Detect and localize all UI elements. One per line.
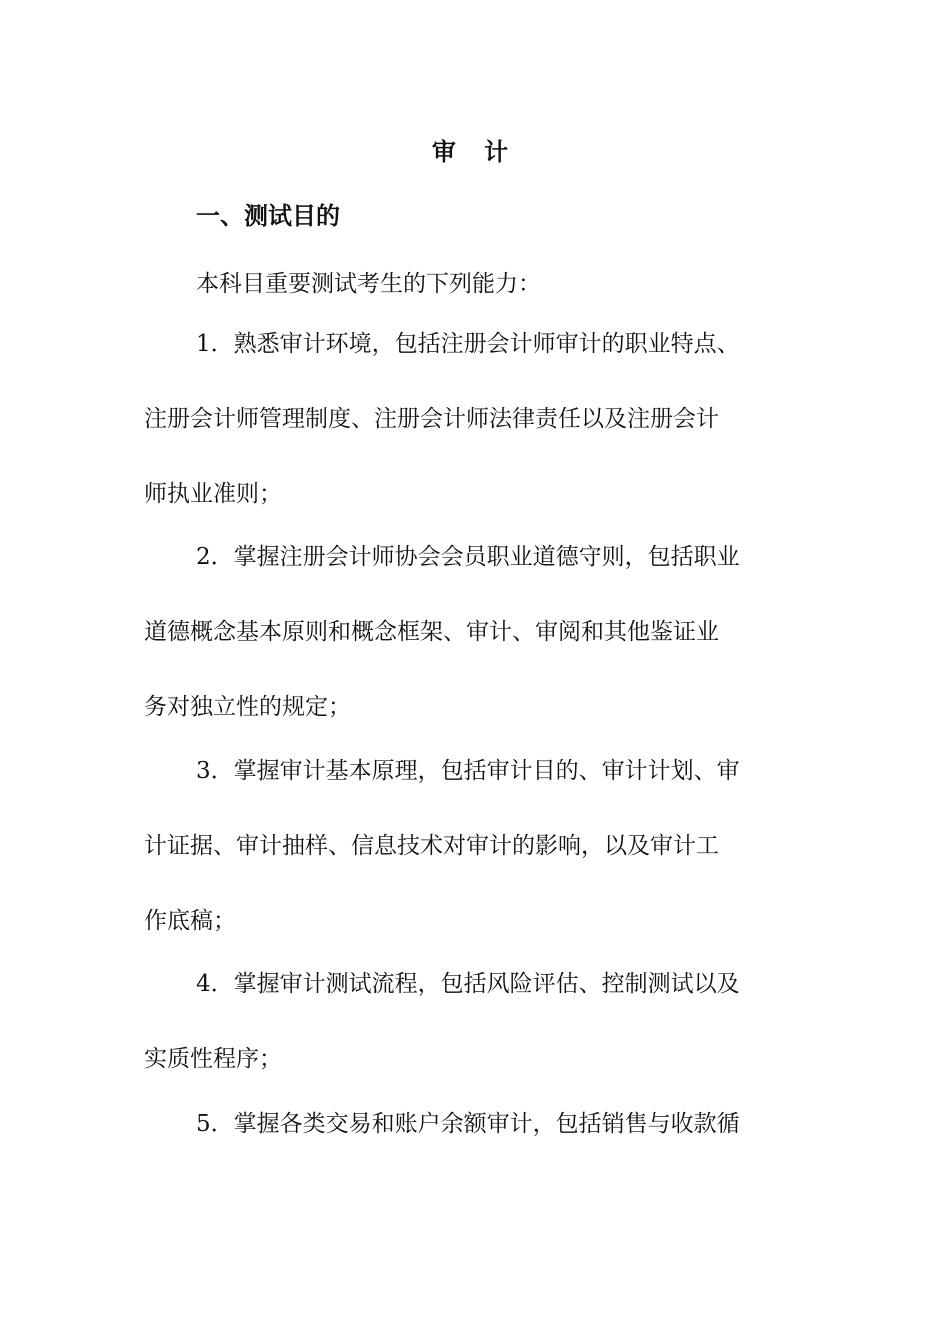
paragraph-line: 计证据、审计抽样、信息技术对审计的影响，以及审计工 [144, 833, 719, 859]
paragraph-line: 实质性程序； [144, 1046, 282, 1072]
intro-line: 本科目重要测试考生的下列能力： [196, 271, 541, 297]
paragraph-line: 务对独立性的规定； [144, 694, 351, 720]
paragraph-line: 师执业准则； [144, 481, 282, 507]
paragraph-line: 4．掌握审计测试流程，包括风险评估、控制测试以及 [196, 971, 740, 997]
paragraph-line: 作底稿； [144, 908, 236, 934]
paragraph-line: 注册会计师管理制度、注册会计师法律责任以及注册会计 [144, 406, 719, 432]
section-heading: 一、测试目的 [196, 201, 340, 230]
paragraph-line: 3．掌握审计基本原理，包括审计目的、审计计划、审 [196, 758, 740, 784]
document-title: 审 计 [431, 137, 519, 166]
paragraph-line: 5．掌握各类交易和账户余额审计，包括销售与收款循 [196, 1111, 740, 1137]
paragraph-line: 道德概念基本原则和概念框架、审计、审阅和其他鉴证业 [144, 619, 719, 645]
paragraph-line: 1．熟悉审计环境，包括注册会计师审计的职业特点、 [196, 331, 740, 357]
paragraph-line: 2．掌握注册会计师协会会员职业道德守则，包括职业 [196, 544, 740, 570]
